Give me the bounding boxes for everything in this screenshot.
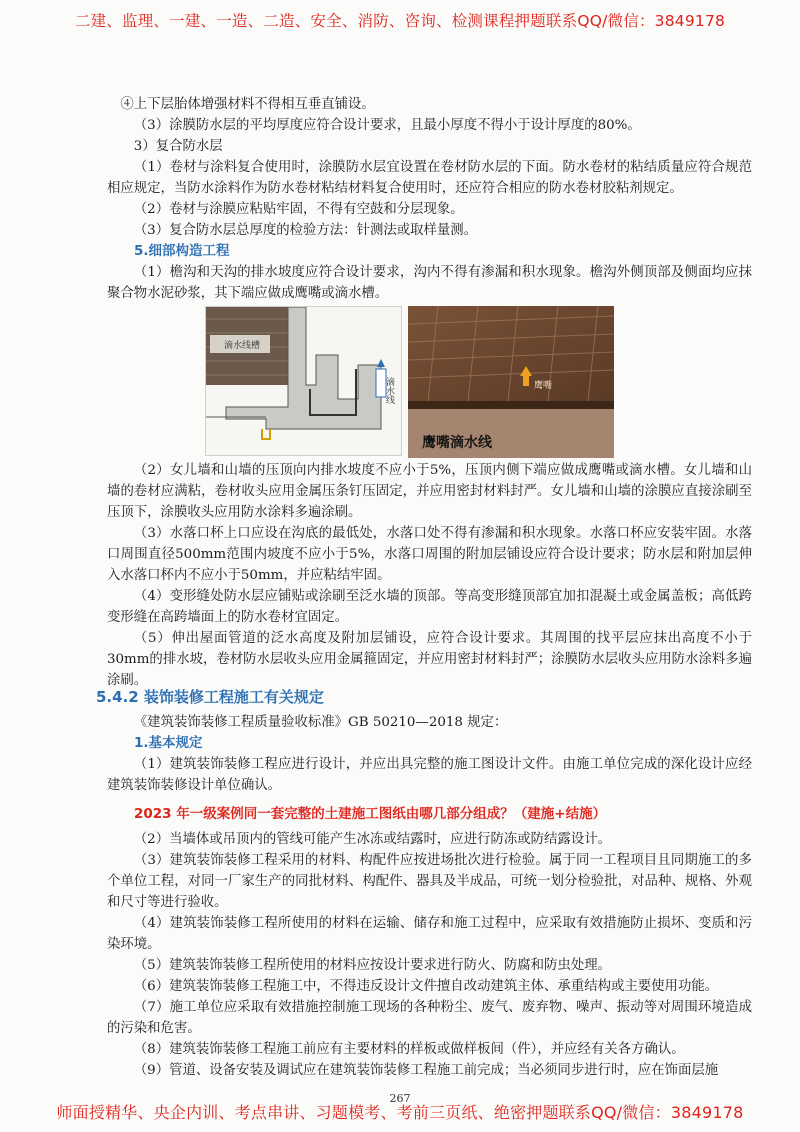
paragraph: （4）建筑装饰装修工程所使用的材料在运输、储存和施工过程中，应采取有效措施防止损坏、变质和污染环境。 [107, 916, 752, 952]
paragraph: 3）复合防水层 [133, 139, 223, 154]
subheading-detail-construction: 5.细部构造工程 [134, 243, 230, 259]
paragraph: （1）卷材与涂料复合使用时，涂膜防水层宜设置在卷材防水层的下面。防水卷材的粘结质量应符合规范相应规定，当防水涂料作为防水卷材粘结材料复合使用时，还应符合相应的防水卷材胶粘剂规定。 [107, 160, 752, 196]
eagle-beak-label: 鹰嘴 [534, 381, 553, 391]
standard-reference: 《建筑装饰装修工程质量验收标准》GB 50210—2018 规定： [133, 715, 508, 730]
eave-drip-photo [408, 306, 614, 458]
text-block-waterproof [107, 94, 752, 304]
paragraph: （3）涂膜防水层的平均厚度应符合设计要求，且最小厚度不得小于设计厚度的80%。 [133, 118, 641, 133]
text-block-decoration [107, 712, 752, 1081]
drip-line-label: 滴水线 [384, 377, 394, 404]
paragraph: （2）女儿墙和山墙的压顶向内排水坡度不应小于5%，压顶内侧下端应做成鹰嘴或滴水槽。女儿墙和山墙的卷材应满粘，卷材收头应用金属压条钉压固定，并应用密封材料封严。女儿墙和山墙的涂膜应直接涂刷至压顶下，涂膜收头应用防水涂料多遍涂刷。 [107, 463, 752, 520]
exam-case-note: 2023 年一级案例同一套完整的土建施工图纸由哪几部分组成？（建施+结施） [134, 806, 607, 822]
subheading-basic-rules: 1.基本规定 [134, 735, 203, 751]
eave-photo-svg [408, 306, 614, 458]
paragraph: （1）檐沟和天沟的排水坡度应符合设计要求，沟内不得有渗漏和积水现象。檐沟外侧顶部及侧面均应抹聚合物水泥砂浆，其下端应做成鹰嘴或滴水槽。 [107, 265, 752, 301]
drip-groove-label: 滴水线槽 [224, 341, 261, 351]
paragraph: （3）建筑装饰装修工程采用的材料、构配件应按进场批次进行检验。属于同一工程项目且同期施工的多个单位工程，对同一厂家生产的同批材料、构配件、器具及半成品，可统一划分检验批，对品种、规格、外观和尺寸等进行验收。 [107, 853, 752, 910]
paragraph: ④上下层胎体增强材料不得相互垂直铺设。 [120, 97, 375, 112]
paragraph: （1）建筑装饰装修工程应进行设计，并应出具完整的施工图设计文件。由施工单位完成的深化设计应经建筑装饰装修设计单位确认。 [107, 757, 752, 793]
top-banner: 二建、监理、一建、一造、二造、安全、消防、咨询、检测课程押题联系QQ/微信：3849178 [74, 12, 726, 30]
page-number: 267 [389, 1092, 411, 1105]
paragraph: （9）管道、设备安装及调试应在建筑装饰装修工程施工前完成；当必须同步进行时，应在饰面层施 [133, 1063, 719, 1078]
section-heading-5-4-2: 5.4.2 装饰装修工程施工有关规定 [96, 688, 324, 706]
paragraph: （4）变形缝处防水层应铺贴或涂刷至泛水墙的顶部。等高变形缝顶部宜加扣混凝土或金属盖板；高低跨变形缝在高跨墙面上的防水卷材宜固定。 [107, 589, 752, 625]
bottom-banner: 师面授精华、央企内训、考点串讲、习题模考、考前三页纸、绝密押题联系QQ/微信：3849178 [56, 1103, 744, 1122]
paragraph: （7）施工单位应采取有效措施控制施工现场的各种粉尘、废气、废弃物、噪声、振动等对周围环境造成的污染和危害。 [107, 1000, 752, 1036]
paragraph: （3）复合防水层总厚度的检验方法：针测法或取样量测。 [133, 223, 478, 238]
paragraph: （2）当墙体或吊顶内的管线可能产生冰冻或结露时，应进行防冻或防结露设计。 [133, 832, 611, 847]
paragraph: （6）建筑装饰装修工程施工中，不得违反设计文件擅自改动建筑主体、承重结构或主要使用功能。 [133, 979, 719, 994]
eave-photo-caption: 鹰嘴滴水线 [422, 435, 492, 451]
paragraph: （2）卷材与涂膜应粘贴牢固，不得有空鼓和分层现象。 [133, 202, 464, 217]
paragraph: （5）建筑装饰装修工程所使用的材料应按设计要求进行防火、防腐和防虫处理。 [133, 958, 611, 973]
gutter-section-diagram [205, 306, 402, 456]
paragraph: （5）伸出屋面管道的泛水高度及附加层铺设，应符合设计要求。其周围的找平层应抹出高度不小于30mm的排水坡，卷材防水层收头应用金属箍固定，并应用密封材料封严；涂膜防水层收头应用防水涂料多遍涂刷。 [107, 631, 753, 688]
gutter-section-svg [206, 307, 401, 455]
paragraph: （8）建筑装饰装修工程施工前应有主要材料的样板或做样板间（件），并应经有关各方确认。 [133, 1042, 685, 1057]
text-block-detail [107, 460, 752, 691]
paragraph: （3）水落口杯上口应设在沟底的最低处，水落口处不得有渗漏和积水现象。水落口杯应安装牢固。水落口周围直径500mm范围内坡度不应小于5%，水落口周围的附加层铺设应符合设计要求；防水层和附加层伸入水落口杯内不应小于50mm，并应粘结牢固。 [107, 526, 752, 583]
